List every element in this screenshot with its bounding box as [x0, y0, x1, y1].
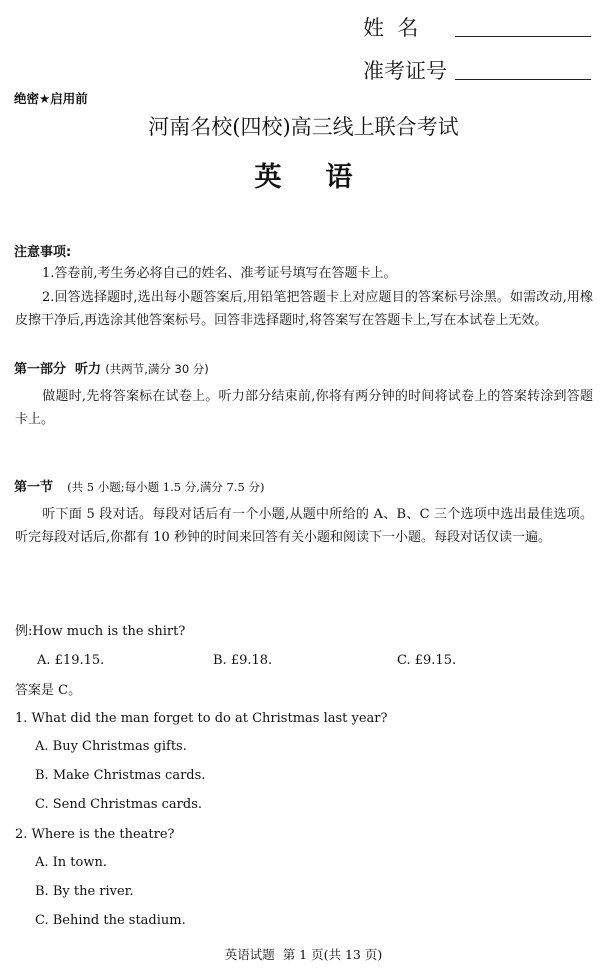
- subject-title: 英语: [254, 162, 397, 193]
- notes-item-1-text: 1.答卷前,考生务必将自己的姓名、准考证号填写在答题卡上。: [42, 266, 397, 281]
- section1-instruction: [15, 503, 593, 549]
- part1-note: (共两节,满分 30 分): [105, 362, 209, 376]
- section1-instruction-text: 听下面 5 段对话。每段对话后有一个小题,从题中所给的 A、B、C 三个选项中选出最佳选项。听完每段对话后,你都有 10 秒钟的时间来回答有关小题和阅读下一小题。每段对话仅读一遍。: [15, 507, 593, 545]
- part1-title: 第一部分 听力: [14, 362, 102, 377]
- name-field: [363, 12, 418, 42]
- name-underline: [455, 36, 591, 37]
- exam-id-underline: [455, 79, 591, 80]
- question-1-stem: 1. What did the man forget to do at Christmas last year?: [15, 711, 388, 726]
- question-2-stem: 2. Where is the theatre?: [15, 827, 175, 842]
- exam-title: 河南名校(四校)高三线上联合考试: [148, 115, 459, 139]
- part1-instruction: [15, 385, 593, 431]
- question-1-option-a: A. Buy Christmas gifts.: [35, 739, 187, 754]
- section1-title: 第一节: [14, 480, 54, 495]
- notes-item-2: [15, 286, 593, 332]
- section1-note: (共 5 小题;每小题 1.5 分,满分 7.5 分): [67, 480, 265, 494]
- exam-id-field: [363, 55, 447, 85]
- question-2-option-c: C. Behind the stadium.: [35, 913, 186, 928]
- notes-item-1: [15, 262, 593, 285]
- part1-heading: [14, 361, 209, 378]
- example-option-b: B. £9.18.: [213, 653, 273, 668]
- notes-heading: 注意事项:: [14, 245, 72, 260]
- part1-instruction-text: 做题时,先将答案标在试卷上。听力部分结束前,你将有两分钟的时间将试卷上的答案转涂到答题卡上。: [15, 389, 593, 427]
- question-2-option-b: B. By the river.: [35, 884, 134, 899]
- secret-label: 绝密★启用前: [14, 91, 88, 106]
- page-footer: 英语试题 第 1 页(共 13 页): [224, 947, 383, 962]
- exam-id-label: 准考证号: [363, 59, 447, 83]
- question-2-option-a: A. In town.: [35, 855, 107, 870]
- question-1-option-b: B. Make Christmas cards.: [35, 768, 206, 783]
- notes-item-2-text: 2.回答选择题时,选出每小题答案后,用铅笔把答题卡上对应题目的答案标号涂黑。如需改动,用橡皮擦干净后,再选涂其他答案标号。回答非选择题时,将答案写在答题卡上,写在本试卷上无效。: [15, 290, 593, 328]
- question-1-option-c: C. Send Christmas cards.: [35, 797, 203, 812]
- name-label: 姓 名: [363, 16, 419, 40]
- example-option-c: C. £9.15.: [397, 653, 457, 668]
- example-answer: 答案是 C。: [15, 683, 82, 698]
- example-option-a: A. £19.15.: [37, 653, 105, 668]
- section1-heading: [14, 479, 265, 496]
- example-question: 例:How much is the shirt?: [15, 624, 186, 639]
